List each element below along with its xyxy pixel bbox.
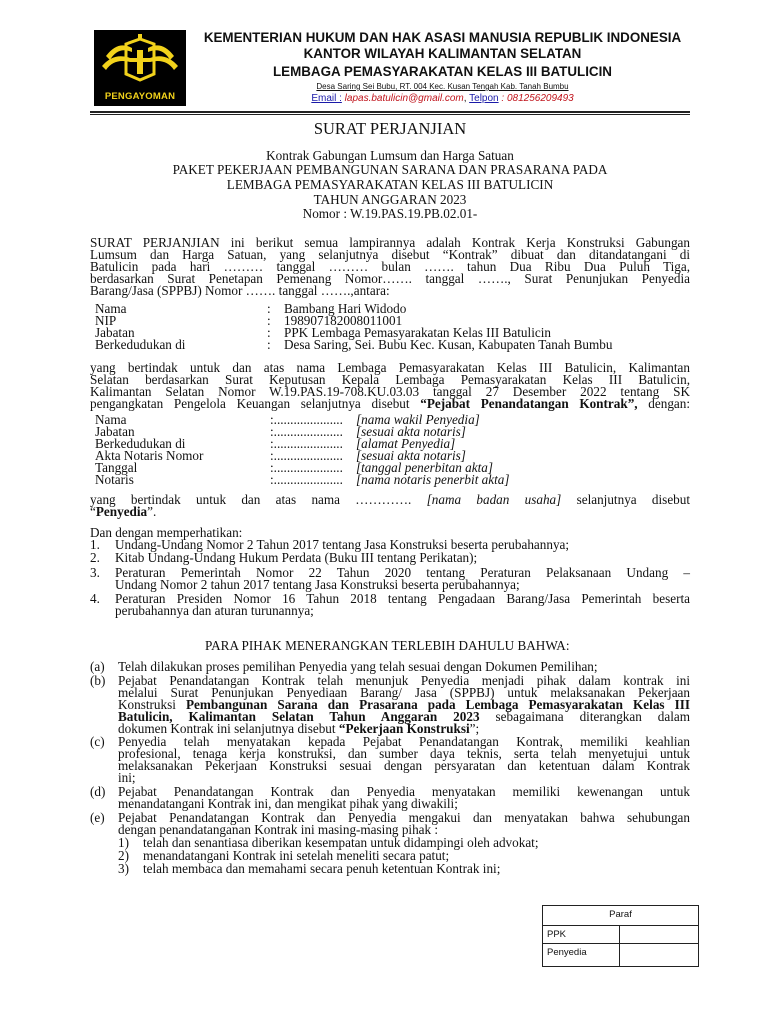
sub-item: telah membaca dan memahami secara penuh ketentuan Kontrak ini; (143, 861, 501, 876)
intro-line-3: Batulicin pada hari ……… tanggal ……… bulan ……. tahun Dua Ribu Dua Puluh Tiga, (90, 259, 690, 274)
statement-mark: (b) (90, 673, 106, 688)
party1-note-line-3: Kalimantan Selatan Nomor W.19.PAS.19-708.KU.03.03 tanggal 27 Desember 2022 tentang SK (90, 384, 690, 399)
party1-label: Nama (95, 301, 127, 316)
list-item-continuation: Undang Nomor 2 tahun 2017 tentang Jasa Konstruksi beserta perubahannya; (115, 577, 520, 592)
list-item-continuation: perubahannya dan aturan turunannya; (115, 603, 314, 618)
section-heading: PARA PIHAK MENERANGKAN TERLEBIH DAHULU BAHWA: (205, 638, 570, 653)
party1-note-line-1: yang bertindak untuk dan atas nama Lembaga Pemasyarakatan Kelas III Batulicin, Kalimantan (90, 360, 690, 375)
party2-label: Akta Notaris Nomor (95, 448, 204, 463)
party1-separator: : (267, 313, 271, 328)
party2-dots: :..................... (270, 412, 343, 427)
intro-line-2: Lumsum dan Harga Satuan, yang selanjutnya disebut “Kontrak” dibuat dan ditandatangani di (90, 247, 690, 262)
statement-c-line-3: melaksanakan Pekerjaan Konstruksi sesuai dengan persyaratan dan ketentuan dalam Kontrak (118, 758, 690, 773)
statement-e-line-2: dengan penandatanganan Kontrak ini masing-masing pihak : (118, 822, 439, 837)
party1-value: Bambang Hari Widodo (284, 301, 407, 316)
statement-a: Telah dilakukan proses pemilihan Penyedia yang telah sesuai dengan Dokumen Pemilihan; (118, 659, 598, 674)
party2-dots: :..................... (270, 460, 343, 475)
initials-ppk-label: PPK (547, 929, 567, 940)
list-item: Peraturan Presiden Nomor 16 Tahun 2018 tentang Pengadaan Barang/Jasa Pemerintah beserta (115, 591, 690, 606)
intro-line-1: SURAT PERJANJIAN ini berikut semua lampirannya adalah Kontrak Kerja Konstruksi Gabungan (90, 235, 690, 250)
statement-b-line-3: Konstruksi Pembangunan Sarana dan Prasarana pada Lembaga Pemasyarakatan Kelas III (118, 697, 691, 712)
party2-note-line-1 (90, 494, 690, 506)
regional-office-name: KANTOR WILAYAH KALIMANTAN SELATAN (303, 46, 582, 61)
party2-dots: :..................... (270, 448, 343, 463)
party2-placeholder: [nama wakil Penyedia] (356, 412, 480, 427)
initials-column-divider (619, 925, 620, 966)
party1-separator: : (267, 325, 271, 340)
party1-value: PPK Lembaga Pemasyarakatan Kelas III Batulicin (284, 325, 551, 340)
initials-provider-label: Penyedia (547, 947, 587, 958)
party2-placeholder: [nama notaris penerbit akta] (356, 472, 510, 487)
ministry-logo (94, 30, 186, 106)
party1-label: Berkedudukan di (95, 337, 186, 352)
considering-intro: Dan dengan memperhatikan: (90, 525, 243, 540)
initials-ppk-field[interactable] (621, 926, 696, 942)
party1-separator: : (267, 301, 271, 316)
initials-box (542, 905, 699, 967)
list-item-number: 2. (90, 550, 100, 565)
statement-d-line-2: menandatangani Kontrak ini, dan mengikat pihak yang diwakili; (118, 796, 458, 811)
initials-provider-field[interactable] (621, 944, 696, 965)
title-line-1: Kontrak Gabungan Lumsum dan Harga Satuan (266, 148, 514, 163)
project-name-continued: Batulicin, Kalimantan Selatan Tahun Anggaran 2023 (118, 709, 480, 724)
party1-value: 198907182008011001 (284, 313, 403, 328)
list-item-number: 3. (90, 565, 100, 580)
statement-mark: (a) (90, 659, 105, 674)
party2-label: Notaris (95, 472, 134, 487)
provider-designation: Penyedia (95, 504, 148, 519)
pengayoman-emblem-icon (94, 30, 186, 94)
statement-mark: (d) (90, 784, 106, 799)
party2-placeholder: [tanggal penerbitan akta] (356, 460, 493, 475)
party2-label: Tanggal (95, 460, 138, 475)
statement-c-line-2: profesional, tenaga kerja konstruksi, dan sumber daya teknis, serta telah menyetujui untuk (118, 746, 690, 761)
works-designation: “Pekerjaan Konstruksi (338, 721, 470, 736)
party2-label: Berkedudukan di (95, 436, 186, 451)
intro-line-4: berdasarkan Surat Penetapan Pemenang Nomor……. tanggal ……., Surat Penunjukan Penyedia (90, 271, 690, 286)
statement-e-line-1: Pejabat Penandatangan Kontrak dan Penyedia mengakui dan menyatakan bahwa sehubungan (118, 810, 690, 825)
party2-label: Jabatan (95, 424, 135, 439)
sub-item-number: 1) (118, 835, 129, 850)
statement-mark: (e) (90, 810, 105, 825)
letterhead-rule (90, 111, 690, 113)
list-item-number: 4. (90, 591, 100, 606)
party1-note-end: dengan: (648, 396, 691, 411)
contact-line: Email : lapas.batulicin@gmail.com, Telpon : 081256209493 (311, 93, 574, 104)
contract-number: Nomor : W.19.PAS.19.PB.02.01- (302, 206, 478, 221)
party2-dots: :..................... (270, 436, 343, 451)
statement-c-line-4: ini; (118, 770, 136, 785)
list-item: Kitab Undang-Undang Hukum Perdata (Buku III tentang Perikatan); (115, 550, 478, 565)
list-item-number: 1. (90, 537, 100, 552)
party1-note-line-2: Selatan berdasarkan Surat Keputusan Kepala Lembaga Pemasyarakatan Kelas III Batulicin, (90, 372, 690, 387)
party2-placeholder: [alamat Penyedia] (356, 436, 456, 451)
statement-mark: (c) (90, 734, 105, 749)
initials-title: Paraf (609, 909, 632, 920)
document-title: SURAT PERJANJIAN (313, 119, 467, 138)
sub-item-number: 2) (118, 848, 129, 863)
list-item: Undang-Undang Nomor 2 Tahun 2017 tentang Jasa Konstruksi beserta perubahannya; (115, 537, 570, 552)
logo-caption: PENGAYOMAN (104, 91, 176, 102)
statement-c-line-1: Penyedia telah menyatakan kepada Pejabat Penandatangan Kontrak, memiliki keahlian (118, 734, 690, 749)
intro-line-5: Barang/Jasa (SPPBJ) Nomor ……. tanggal …….,antara: (90, 283, 390, 298)
statement-b-line-5: dokumen Kontrak ini selanjutnya disebut “Pekerjaan Konstruksi”; (118, 721, 480, 736)
statement-b-line-4: Batulicin, Kalimantan Selatan Tahun Anggaran 2023 sebagaimana diterangkan dalam (118, 709, 691, 724)
party2-note-line-2: “Penyedia”. (90, 504, 157, 519)
project-name: Pembangunan Sarana dan Prasarana pada Lembaga Pemasyarakatan Kelas III (185, 697, 691, 712)
party2-placeholder: [sesuai akta notaris] (356, 448, 466, 463)
party1-value: Desa Saring, Sei. Bubu Kec. Kusan, Kabupaten Tanah Bumbu (284, 337, 613, 352)
party1-note-text: pengangkatan Pengelola Keuangan selanjutnya disebut (90, 396, 410, 411)
statement-d-line-1: Pejabat Penandatangan Kontrak dan Penyedia menyatakan memiliki kewenangan untuk (118, 784, 690, 799)
party1-note-line-4 (90, 398, 690, 410)
list-item: Peraturan Pemerintah Nomor 22 Tahun 2020 tentang Peraturan Pelaksanaan Undang – (115, 565, 690, 580)
letterhead-rule-thin (90, 114, 690, 115)
sub-item: telah dan senantiasa diberikan kesempatan untuk didampingi oleh advokat; (143, 835, 539, 850)
institution-address: Desa Saring Sei Bubu, RT. 004 Kec. Kusan Tengah Kab. Tanah Bumbu (316, 82, 569, 91)
party2-dots: :..................... (270, 424, 343, 439)
phone-number: : 081256209493 (501, 93, 574, 104)
party1-label: Jabatan (95, 325, 135, 340)
party1-separator: : (267, 337, 271, 352)
title-line-4: TAHUN ANGGARAN 2023 (313, 192, 467, 207)
party2-note-text-end: selanjutnya disebut (576, 492, 691, 507)
party2-label: Nama (95, 412, 127, 427)
party2-placeholder: [sesuai akta notaris] (356, 424, 466, 439)
phone-label: Telpon (469, 93, 499, 104)
title-line-2: PAKET PEKERJAAN PEMBANGUNAN SARANA DAN PRASARANA PADA (172, 162, 608, 177)
email-label: Email : (311, 93, 342, 104)
sub-item: menandatangani Kontrak ini setelah meneliti secara patut; (143, 848, 450, 863)
ministry-name: KEMENTERIAN HUKUM DAN HAK ASASI MANUSIA REPUBLIK INDONESIA (203, 30, 682, 45)
party2-note-text: yang bertindak untuk dan atas nama …………. (90, 492, 412, 507)
sub-item-number: 3) (118, 861, 129, 876)
institution-name: LEMBAGA PEMASYARAKATAN KELAS III BATULICIN (273, 64, 612, 79)
company-name-placeholder: [nama badan usaha] (426, 492, 562, 507)
title-line-3: LEMBAGA PEMASYARAKATAN KELAS III BATULICIN (226, 177, 554, 192)
email-link[interactable]: lapas.batulicin@gmail.com (344, 93, 464, 104)
ppk-designation: “Pejabat Penandatangan Kontrak”, (420, 396, 638, 411)
party2-dots: :..................... (270, 472, 343, 487)
statement-b-line-1: Pejabat Penandatangan Kontrak telah menunjuk Penyedia menjadi pihak dalam kontrak ini (118, 673, 690, 688)
statement-b-line-2: melalui Surat Penunjukan Penyediaan Barang/ Jasa (SPPBJ) untuk melaksanakan Pekerjaan (118, 685, 690, 700)
party1-label: NIP (95, 313, 117, 328)
